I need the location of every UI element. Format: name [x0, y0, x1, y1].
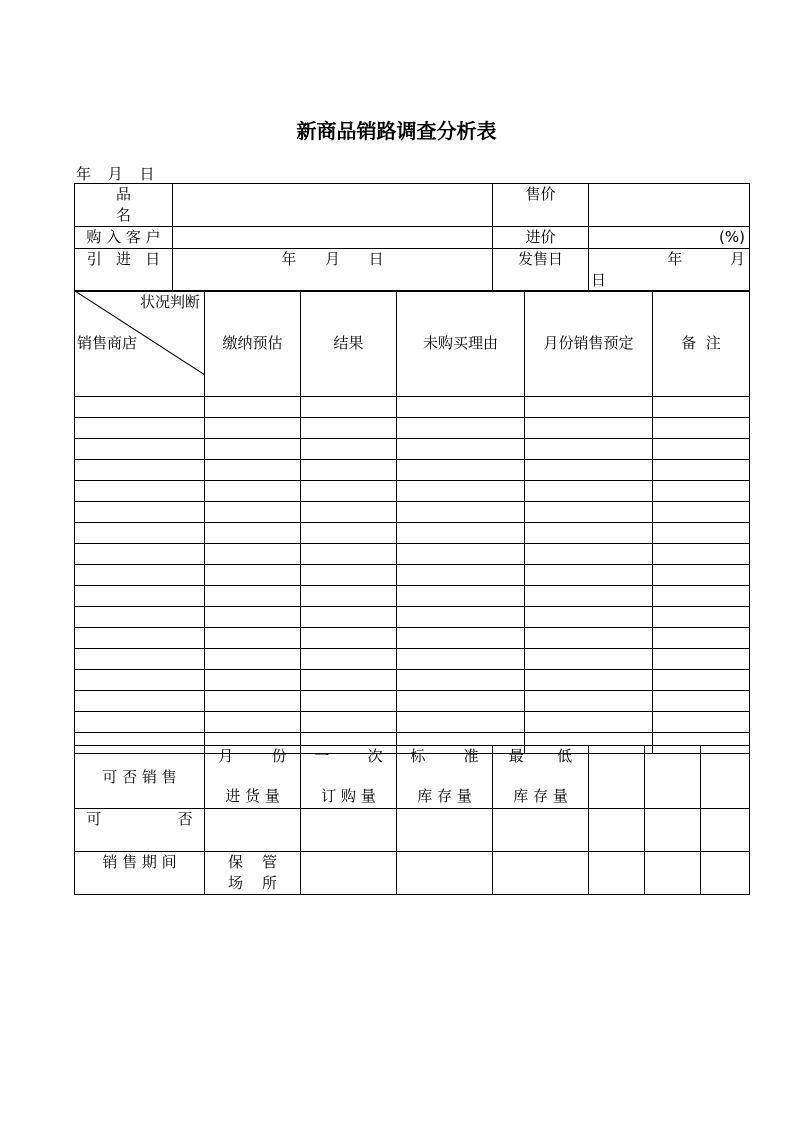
table-row — [75, 481, 750, 502]
storage-label: 保 管 场 所 — [205, 852, 301, 895]
store-survey-table — [74, 290, 750, 754]
survey-cell[interactable] — [653, 481, 750, 502]
survey-cell[interactable] — [397, 586, 525, 607]
survey-cell[interactable] — [525, 481, 653, 502]
col-header-estimate: 缴纳预估 — [205, 291, 301, 397]
survey-cell[interactable] — [653, 691, 750, 712]
buyer-label: 购 入 客 户 — [75, 227, 173, 249]
survey-cell[interactable] — [205, 712, 301, 733]
single-order-line2: 订 购 量 — [321, 787, 376, 805]
survey-cell[interactable] — [205, 628, 301, 649]
survey-cell[interactable] — [653, 607, 750, 628]
single-order-label — [301, 746, 397, 809]
survey-cell[interactable] — [301, 712, 397, 733]
survey-cell[interactable] — [525, 460, 653, 481]
diagonal-header-cell — [75, 291, 205, 397]
sale-price-field[interactable] — [589, 184, 750, 227]
survey-cell[interactable] — [653, 439, 750, 460]
release-date-d: 日 — [591, 271, 607, 289]
survey-cell[interactable] — [525, 628, 653, 649]
survey-cell[interactable] — [301, 544, 397, 565]
store-name-cell[interactable] — [75, 544, 205, 565]
store-name-cell[interactable] — [75, 439, 205, 460]
col-header-reason: 未购买理由 — [397, 291, 525, 397]
survey-cell[interactable] — [525, 523, 653, 544]
release-date-field[interactable] — [589, 249, 750, 292]
product-name-field[interactable] — [173, 184, 493, 227]
store-name-cell[interactable] — [75, 691, 205, 712]
survey-cell[interactable] — [525, 418, 653, 439]
summary-cell[interactable] — [397, 809, 493, 852]
summary-cell[interactable] — [589, 809, 645, 852]
survey-cell[interactable] — [301, 439, 397, 460]
date-line: 年 月 日 — [76, 165, 155, 183]
survey-cell[interactable] — [397, 670, 525, 691]
diag-top-label: 状况判断 — [139, 293, 200, 311]
table-row — [75, 712, 750, 733]
summary-cell[interactable] — [493, 809, 589, 852]
survey-cell[interactable] — [397, 712, 525, 733]
survey-cell[interactable] — [525, 586, 653, 607]
survey-cell[interactable] — [205, 397, 301, 418]
sale-period-label: 销 售 期 间 — [75, 852, 205, 895]
table-row — [75, 544, 750, 565]
store-name-cell[interactable] — [75, 460, 205, 481]
minimum-stock-label — [493, 746, 589, 809]
survey-cell[interactable] — [397, 691, 525, 712]
survey-cell[interactable] — [653, 670, 750, 691]
survey-cell[interactable] — [653, 502, 750, 523]
survey-cell[interactable] — [653, 565, 750, 586]
survey-cell[interactable] — [301, 502, 397, 523]
survey-cell[interactable] — [397, 460, 525, 481]
survey-cell[interactable] — [301, 607, 397, 628]
table-row — [75, 439, 750, 460]
survey-cell[interactable] — [653, 523, 750, 544]
survey-cell[interactable] — [653, 712, 750, 733]
table-row — [75, 460, 750, 481]
survey-cell[interactable] — [205, 607, 301, 628]
summary-cell[interactable] — [301, 852, 397, 895]
survey-cell[interactable] — [525, 691, 653, 712]
survey-cell[interactable] — [205, 460, 301, 481]
sale-price-label: 售价 — [493, 184, 589, 227]
survey-cell[interactable] — [525, 649, 653, 670]
survey-cell[interactable] — [397, 397, 525, 418]
survey-cell[interactable] — [653, 418, 750, 439]
intro-date-field[interactable]: 年 月 日 — [173, 249, 493, 292]
table-row — [75, 649, 750, 670]
survey-cell[interactable] — [525, 565, 653, 586]
survey-cell[interactable] — [653, 460, 750, 481]
survey-cell[interactable] — [205, 649, 301, 670]
survey-cell[interactable] — [397, 544, 525, 565]
survey-cell[interactable] — [205, 481, 301, 502]
standard-stock-line1: 标 准 — [410, 747, 479, 765]
survey-cell[interactable] — [397, 565, 525, 586]
table-row — [75, 418, 750, 439]
survey-cell[interactable] — [653, 649, 750, 670]
survey-cell[interactable] — [301, 397, 397, 418]
survey-cell[interactable] — [301, 670, 397, 691]
store-name-cell[interactable] — [75, 481, 205, 502]
survey-cell[interactable] — [525, 712, 653, 733]
survey-cell[interactable] — [525, 397, 653, 418]
survey-cell[interactable] — [525, 670, 653, 691]
survey-cell[interactable] — [301, 691, 397, 712]
sales-summary-table — [74, 745, 750, 895]
survey-cell[interactable] — [205, 418, 301, 439]
summary-cell[interactable] — [645, 809, 701, 852]
survey-cell[interactable] — [205, 691, 301, 712]
summary-cell[interactable] — [645, 746, 701, 809]
store-name-cell[interactable] — [75, 397, 205, 418]
table-row — [75, 565, 750, 586]
survey-cell[interactable] — [397, 481, 525, 502]
monthly-purchase-line2: 进 货 量 — [225, 787, 280, 805]
summary-cell[interactable] — [205, 809, 301, 852]
monthly-purchase-label — [205, 746, 301, 809]
survey-cell[interactable] — [397, 502, 525, 523]
product-name-label: 品 名 — [75, 184, 173, 227]
summary-cell[interactable] — [493, 852, 589, 895]
survey-cell[interactable] — [205, 439, 301, 460]
table-row — [75, 691, 750, 712]
purchase-price-field[interactable]: (%) — [589, 227, 750, 249]
survey-cell[interactable] — [301, 565, 397, 586]
summary-cell[interactable] — [397, 852, 493, 895]
single-order-line1: 一 次 — [314, 747, 383, 765]
col-header-remark: 备 注 — [653, 291, 750, 397]
survey-cell[interactable] — [301, 481, 397, 502]
summary-cell[interactable] — [701, 746, 750, 809]
survey-cell[interactable] — [525, 439, 653, 460]
standard-stock-label — [397, 746, 493, 809]
survey-cell[interactable] — [205, 523, 301, 544]
survey-cell[interactable] — [397, 628, 525, 649]
survey-cell[interactable] — [525, 502, 653, 523]
survey-cell[interactable] — [525, 607, 653, 628]
standard-stock-line2: 库 存 量 — [417, 787, 472, 805]
summary-cell[interactable] — [701, 809, 750, 852]
survey-cell[interactable] — [397, 418, 525, 439]
release-date-label: 发售日 — [493, 249, 589, 292]
minimum-stock-line1: 最 低 — [508, 747, 573, 765]
survey-cell[interactable] — [301, 628, 397, 649]
store-name-cell[interactable] — [75, 523, 205, 544]
col-header-monthly-plan: 月份销售预定 — [525, 291, 653, 397]
store-name-cell[interactable] — [75, 670, 205, 691]
survey-cell[interactable] — [205, 586, 301, 607]
survey-cell[interactable] — [301, 418, 397, 439]
yes-no-label: 可 否 — [75, 809, 205, 852]
summary-cell[interactable] — [589, 852, 645, 895]
survey-cell[interactable] — [205, 670, 301, 691]
survey-cell[interactable] — [301, 586, 397, 607]
store-name-cell[interactable] — [75, 649, 205, 670]
survey-cell[interactable] — [301, 649, 397, 670]
buyer-field[interactable] — [173, 227, 493, 249]
table-row — [75, 670, 750, 691]
survey-cell[interactable] — [653, 586, 750, 607]
survey-cell[interactable] — [397, 649, 525, 670]
store-name-cell[interactable] — [75, 607, 205, 628]
store-name-cell[interactable] — [75, 586, 205, 607]
survey-cell[interactable] — [525, 544, 653, 565]
survey-cell[interactable] — [205, 544, 301, 565]
survey-cell[interactable] — [397, 523, 525, 544]
table-row — [75, 628, 750, 649]
sellable-label: 可 否 销 售 — [75, 746, 205, 809]
survey-cell[interactable] — [653, 628, 750, 649]
table-row — [75, 586, 750, 607]
store-name-cell[interactable] — [75, 565, 205, 586]
survey-cell[interactable] — [301, 523, 397, 544]
summary-cell[interactable] — [301, 809, 397, 852]
survey-cell[interactable] — [397, 607, 525, 628]
page-title: 新商品销路调查分析表 — [296, 119, 497, 143]
intro-date-label: 引 进 日 — [75, 249, 173, 292]
survey-cell[interactable] — [653, 544, 750, 565]
product-info-table — [74, 183, 750, 292]
col-header-result: 结果 — [301, 291, 397, 397]
minimum-stock-line2: 库 存 量 — [513, 787, 568, 805]
survey-cell[interactable] — [653, 397, 750, 418]
table-row — [75, 397, 750, 418]
purchase-price-label: 进价 — [493, 227, 589, 249]
store-name-cell[interactable] — [75, 418, 205, 439]
survey-cell[interactable] — [205, 565, 301, 586]
store-name-cell[interactable] — [75, 712, 205, 733]
release-date-ym: 年 月 — [667, 250, 745, 268]
survey-cell[interactable] — [301, 460, 397, 481]
summary-cell[interactable] — [701, 852, 750, 895]
table-row — [75, 523, 750, 544]
summary-cell[interactable] — [645, 852, 701, 895]
store-name-cell[interactable] — [75, 628, 205, 649]
table-row — [75, 607, 750, 628]
diag-bottom-label: 销售商店 — [77, 334, 138, 352]
store-name-cell[interactable] — [75, 502, 205, 523]
monthly-purchase-line1: 月 份 — [218, 747, 287, 765]
summary-cell[interactable] — [589, 746, 645, 809]
table-row — [75, 502, 750, 523]
survey-cell[interactable] — [397, 439, 525, 460]
survey-cell[interactable] — [205, 502, 301, 523]
